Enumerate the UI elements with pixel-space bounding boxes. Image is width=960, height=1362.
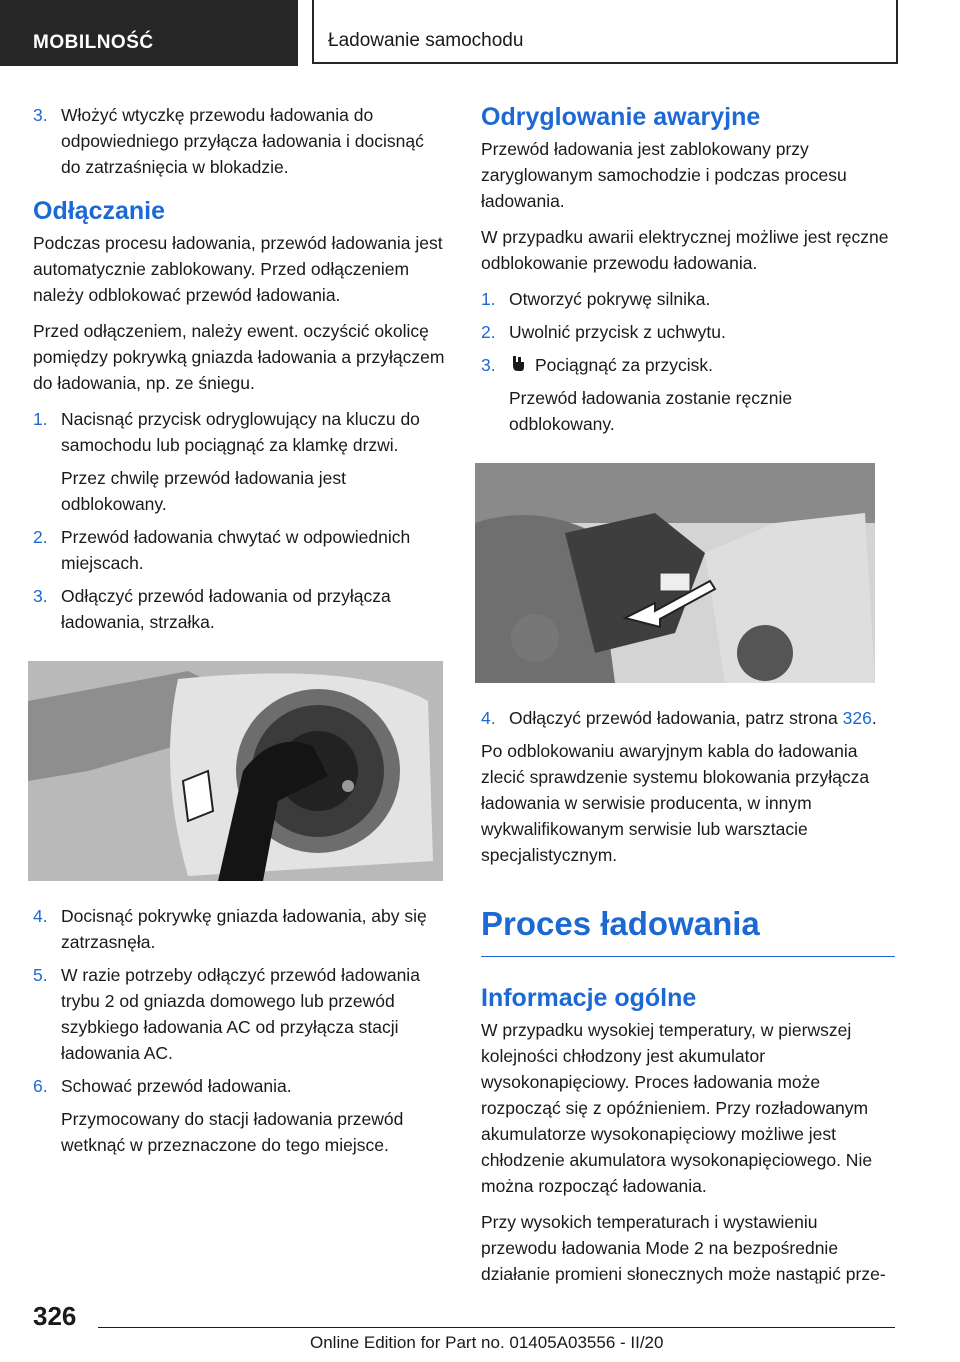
charging-plug-photo bbox=[28, 661, 443, 881]
paragraph: W przypadku wysokiej temperatury, w pierwszej kolejności chłodzony jest akumulator wysokonapięciowy. Proces ładowania może rozpocząć się z opóźnieniem. Przy rozładowanym akumulatorze wysokonapięciowy możliwe jest chłodzenie akumulatora wysokonapięciowego. Nie można rozpocząć ładowania. bbox=[481, 1020, 873, 1196]
hand-pull-icon bbox=[509, 354, 527, 374]
step-item bbox=[481, 319, 895, 345]
step-text: Schować przewód ładowania. bbox=[61, 1076, 292, 1096]
step-number: 4. bbox=[481, 708, 496, 728]
step-number: 6. bbox=[33, 1076, 48, 1096]
step-text: Włożyć wtyczkę przewodu ładowania do odpowiedniego przyłącza ładowania i docisnąć do zatrzaśnięcia w blokadzie. bbox=[61, 105, 424, 177]
step-item bbox=[481, 286, 895, 312]
paragraph: Przewód ładowania jest zablokowany przy zaryglowanym samochodzie i podczas procesu ładowania. bbox=[481, 139, 847, 211]
step-text: Nacisnąć przycisk odryglowujący na kluczu do samochodu lub pociągnąć za klamkę drzwi. bbox=[61, 409, 420, 455]
paragraph: Przed odłączeniem, należy ewent. oczyścić okolicę pomiędzy pokrywką gniazda ładowania a przyłączem do ładowania, np. ze śniegu. bbox=[33, 321, 445, 393]
chapter-title: Ładowanie samochodu bbox=[328, 30, 524, 51]
step-item bbox=[33, 962, 448, 1066]
step-number: 1. bbox=[33, 409, 48, 429]
paragraph: Po odblokowaniu awaryjnym kabla do ładowania zlecić sprawdzenie systemu blokowania przyłącza ładowania w serwisie producenta, w innym wykwalifikowanym serwisie lub warsztacie specjalistycznym. bbox=[481, 741, 870, 865]
heading-emergency-unlock: Odryglowanie awaryjne bbox=[481, 103, 761, 131]
edition-note: Online Edition for Part no. 01405A03556 - II/20 bbox=[310, 1333, 664, 1352]
step-number: 3. bbox=[33, 105, 48, 125]
step-text: Uwolnić przycisk z uchwytu. bbox=[509, 322, 726, 342]
section-label: MOBILNOŚĆ bbox=[0, 0, 298, 66]
step-text: Odłączyć przewód ładowania od przyłącza ładowania, strzałka. bbox=[61, 586, 391, 632]
engine-bay-photo bbox=[475, 463, 875, 683]
footer-divider bbox=[98, 1327, 895, 1328]
right-column bbox=[481, 102, 895, 1297]
chapter-title-box bbox=[312, 0, 898, 64]
step-item bbox=[33, 903, 448, 955]
step-number: 3. bbox=[481, 355, 496, 375]
step-item bbox=[33, 406, 448, 517]
step-text: Docisnąć pokrywkę gniazda ładowania, aby się zatrzasnęła. bbox=[61, 906, 427, 952]
step-text: Otworzyć pokrywę silnika. bbox=[509, 289, 711, 309]
step-number: 5. bbox=[33, 965, 48, 985]
step-number: 2. bbox=[33, 527, 48, 547]
page-header bbox=[0, 0, 960, 66]
step-number: 3. bbox=[33, 586, 48, 606]
step-text: W razie potrzeby odłączyć przewód ładowania trybu 2 od gniazda domowego lub przewód szybkiego ładowania AC od przyłącza stacji ładowania AC. bbox=[61, 965, 420, 1063]
step-item bbox=[33, 1073, 448, 1158]
step-number: 1. bbox=[481, 289, 496, 309]
step-number: 2. bbox=[481, 322, 496, 342]
paragraph: W przypadku awarii elektrycznej możliwe jest ręczne odblokowanie przewodu ładowania. bbox=[481, 227, 889, 273]
paragraph: Podczas procesu ładowania, przewód ładowania jest automatycznie zablokowany. Przed odłączeniem należy odblokować przewód ładowania. bbox=[33, 233, 443, 305]
step-item bbox=[481, 705, 895, 731]
heading-general-info: Informacje ogólne bbox=[481, 984, 697, 1012]
step-text-end: . bbox=[871, 708, 877, 728]
step-item bbox=[33, 524, 448, 576]
step-number: 4. bbox=[33, 906, 48, 926]
page-link[interactable]: 326 bbox=[842, 708, 872, 728]
page-number: 326 bbox=[33, 1301, 77, 1331]
step-text: Pociągnąć za przycisk. bbox=[535, 355, 713, 375]
left-column bbox=[33, 102, 448, 1165]
section-title-charging: Proces ładowania bbox=[481, 904, 895, 957]
step-note: Przez chwilę przewód ładowania jest odblokowany. bbox=[61, 468, 346, 514]
heading-disconnect: Odłączanie bbox=[33, 197, 165, 225]
step-item bbox=[33, 583, 448, 635]
step-item bbox=[33, 102, 448, 180]
step-note: Przewód ładowania zostanie ręcznie odblokowany. bbox=[509, 388, 793, 434]
step-note: Przymocowany do stacji ładowania przewód wetknąć w przeznaczone do tego miejsce. bbox=[61, 1109, 404, 1155]
step-text: Przewód ładowania chwytać w odpowiednich miejscach. bbox=[61, 527, 411, 573]
paragraph: Przy wysokich temperaturach i wystawieniu przewodu ładowania Mode 2 na bezpośrednie działanie promieni słonecznych może nastąpić prze- bbox=[481, 1212, 886, 1284]
step-text: Odłączyć przewód ładowania, patrz strona bbox=[509, 708, 843, 728]
step-item bbox=[481, 352, 895, 437]
